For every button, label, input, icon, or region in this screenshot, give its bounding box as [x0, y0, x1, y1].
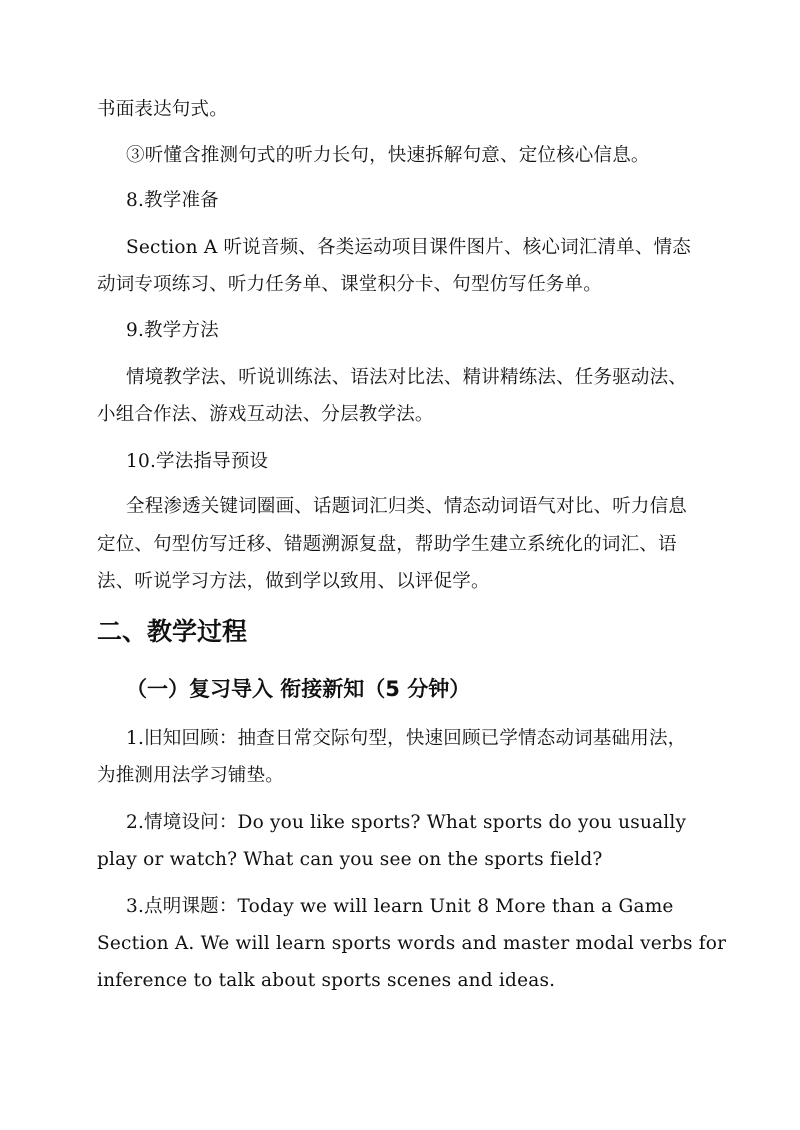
paragraph-line: Section A 听说音频、各类运动项目课件图片、核心词汇清单、情态: [126, 237, 692, 258]
paragraph-line: 定位、句型仿写迁移、错题溯源复盘，帮助学生建立系统化的词汇、语: [97, 534, 677, 555]
paragraph-line: Section A. We will learn sports words and master modal verbs for: [97, 933, 727, 954]
subheading-teaching-preparation: 8.教学准备: [126, 190, 219, 211]
paragraph-line: 3.点明课题：Today we will learn Unit 8 More than a Game: [126, 896, 674, 917]
paragraph-line: play or watch? What can you see on the sports field?: [97, 849, 603, 870]
subheading-learning-guidance: 10.学法指导预设: [126, 451, 269, 472]
paragraph-line: 为推测用法学习铺垫。: [97, 765, 285, 786]
paragraph-line: inference to talk about sports scenes and ideas.: [97, 970, 556, 991]
subsection-heading: （一）复习导入 衔接新知（5 分钟）: [126, 677, 471, 701]
paragraph-line: 书面表达句式。: [97, 99, 228, 120]
section-heading: 二、教学过程: [97, 617, 248, 646]
paragraph-line: 2.情境设问：Do you like sports? What sports do you usually: [126, 812, 687, 833]
paragraph-line: 法、听说学习方法，做到学以致用、以评促学。: [97, 571, 490, 592]
subheading-teaching-methods: 9.教学方法: [126, 320, 219, 341]
paragraph-line: 全程渗透关键词圈画、话题词汇归类、情态动词语气对比、听力信息: [126, 496, 688, 517]
paragraph-line: ③听懂含推测句式的听力长句，快速拆解句意、定位核心信息。: [126, 145, 650, 166]
paragraph-line: 动词专项练习、听力任务单、课堂积分卡、句型仿写任务单。: [97, 274, 602, 295]
paragraph-line: 小组合作法、游戏互动法、分层教学法。: [97, 404, 434, 425]
paragraph-line: 1.旧知回顾：抽查日常交际句型，快速回顾已学情态动词基础用法，: [126, 728, 687, 749]
paragraph-line: 情境教学法、听说训练法、语法对比法、精讲精练法、任务驱动法、: [126, 367, 688, 388]
